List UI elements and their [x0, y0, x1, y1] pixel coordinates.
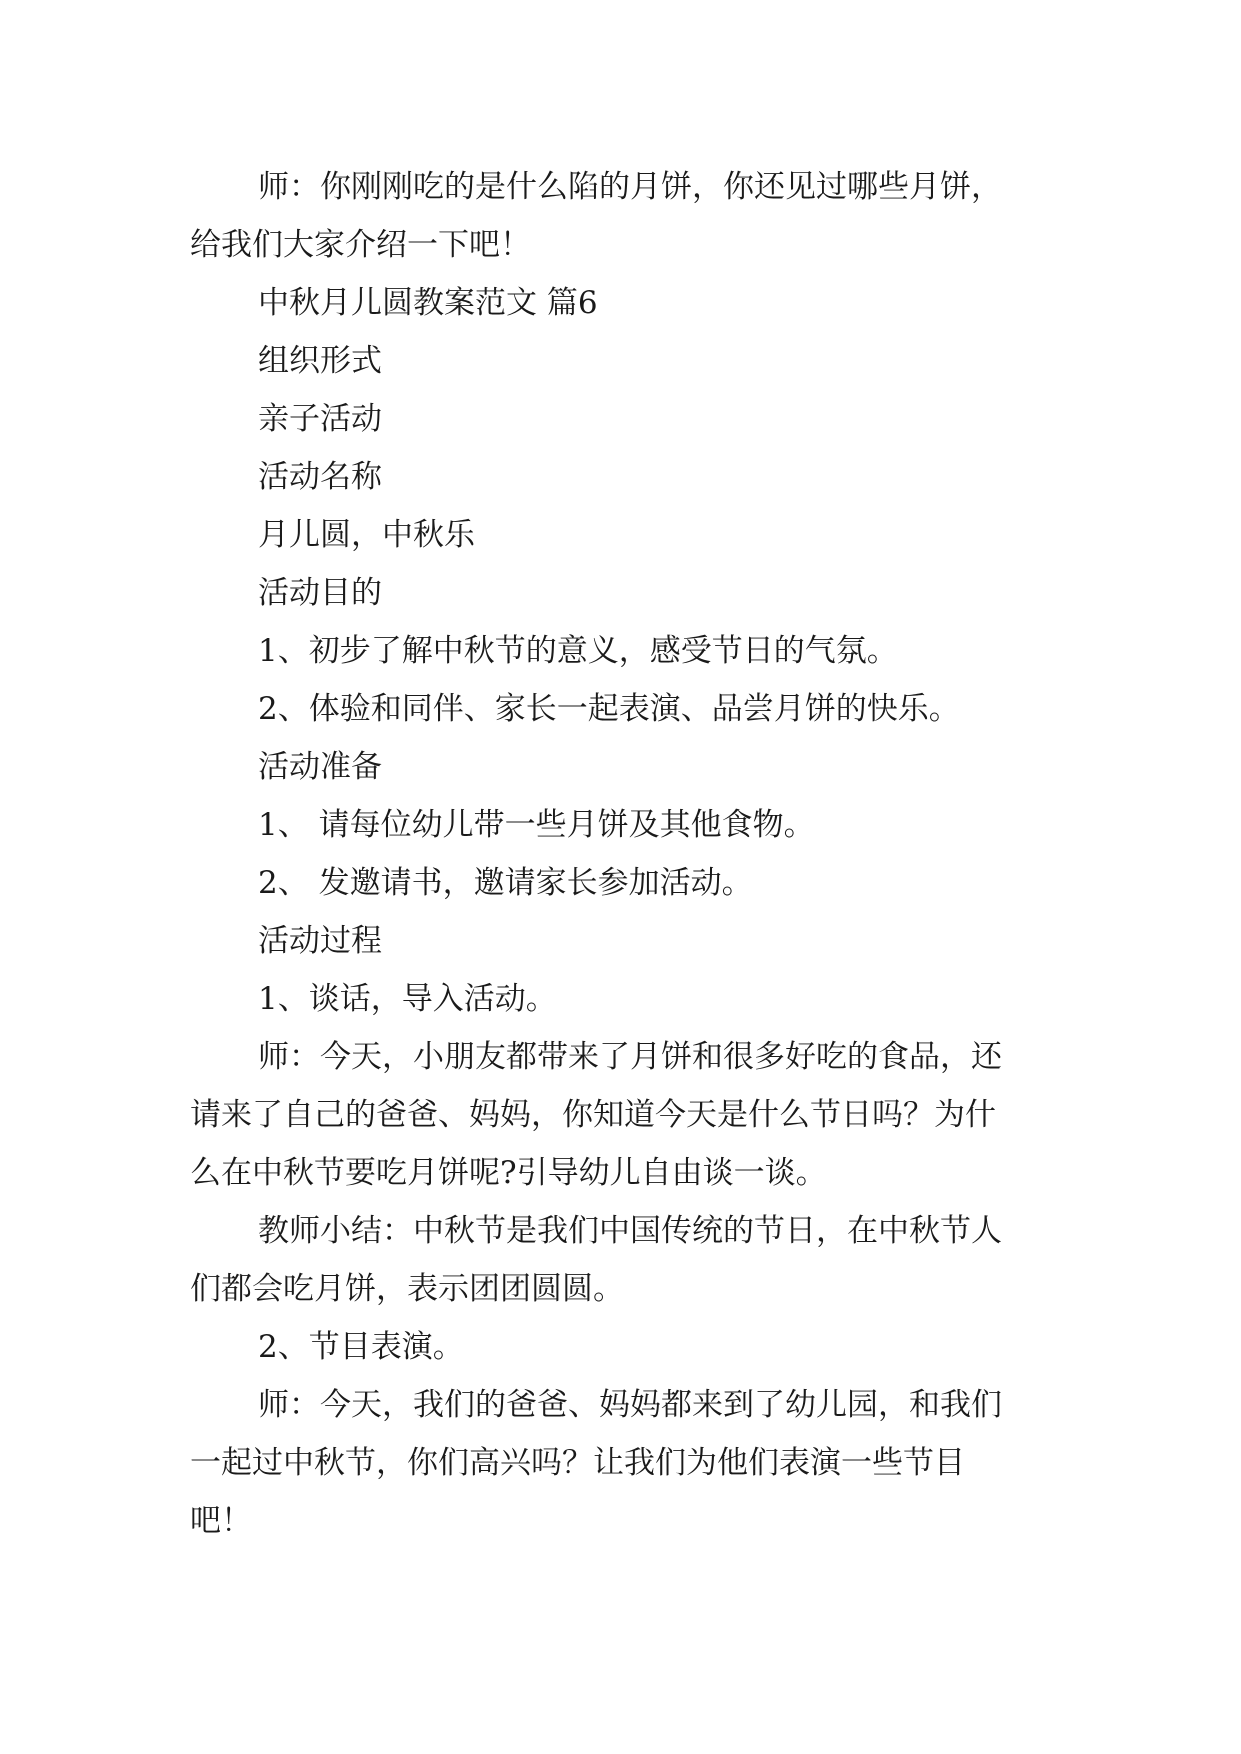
paragraph-line: 吧！	[190, 1503, 252, 1539]
paragraph-line: 们都会吃月饼，表示团团圆圆。	[190, 1271, 624, 1307]
list-item: 1、 请每位幼儿带一些月饼及其他食物。	[258, 807, 815, 843]
heading-activity-name: 活动名称	[258, 459, 382, 495]
paragraph-line: 请来了自己的爸爸、妈妈，你知道今天是什么节日吗？为什	[190, 1097, 996, 1133]
heading-organization-form: 组织形式	[258, 343, 382, 379]
paragraph-line: 师：今天，小朋友都带来了月饼和很多好吃的食品，还	[258, 1039, 1002, 1075]
paragraph-line: 师：你刚刚吃的是什么陷的月饼，你还见过哪些月饼，	[258, 169, 1002, 205]
list-item: 1、谈话，导入活动。	[258, 981, 557, 1017]
list-item: 2、 发邀请书，邀请家长参加活动。	[258, 865, 753, 901]
list-item: 1、初步了解中秋节的意义，感受节日的气氛。	[258, 633, 898, 669]
section-title: 中秋月儿圆教案范文 篇6	[258, 285, 598, 321]
document-body	[190, 158, 1060, 1550]
heading-activity-preparation: 活动准备	[258, 749, 382, 785]
paragraph-line: 给我们大家介绍一下吧！	[190, 227, 531, 263]
paragraph-line: 亲子活动	[258, 401, 382, 437]
paragraph-line: 月儿圆，中秋乐	[258, 517, 475, 553]
paragraph-line: 一起过中秋节，你们高兴吗？让我们为他们表演一些节目	[190, 1445, 965, 1481]
list-item: 2、体验和同伴、家长一起表演、品尝月饼的快乐。	[258, 691, 960, 727]
list-item: 2、节目表演。	[258, 1329, 464, 1365]
paragraph-line: 师：今天，我们的爸爸、妈妈都来到了幼儿园，和我们	[258, 1387, 1002, 1423]
heading-activity-process: 活动过程	[258, 923, 382, 959]
paragraph-line: 么在中秋节要吃月饼呢?引导幼儿自由谈一谈。	[190, 1155, 827, 1191]
heading-activity-goal: 活动目的	[258, 575, 382, 611]
paragraph-line: 教师小结：中秋节是我们中国传统的节日，在中秋节人	[258, 1213, 1002, 1249]
